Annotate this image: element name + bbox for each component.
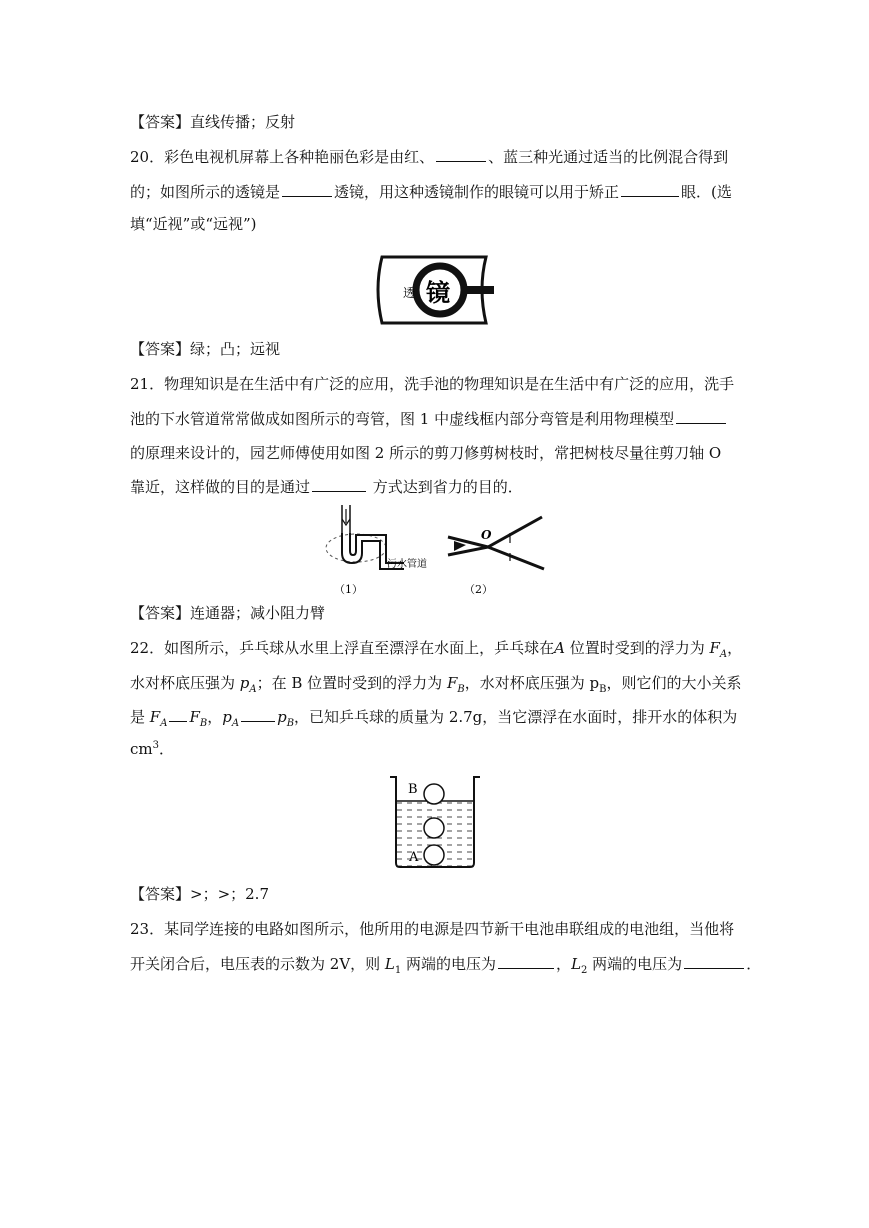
answer-21: 【答案】连通器；减小阻力臂 <box>130 604 326 622</box>
text: 开关闭合后，电压表的示数为 2V，则 <box>130 955 385 973</box>
question-22-line-4 <box>130 739 174 759</box>
lens-figure <box>374 253 500 327</box>
text: A <box>160 718 168 729</box>
text: L <box>384 955 395 973</box>
answer-20: 【答案】绿；凸；远视 <box>130 340 281 358</box>
small-character: 透 <box>403 286 416 300</box>
text: ． <box>159 740 175 758</box>
text: F <box>446 674 458 692</box>
question-21-line-1: 21．物理知识是在生活中有广泛的应用，洗手池的物理知识是在生活中有广泛的应用，洗手 <box>130 375 735 393</box>
question-20-line-1 <box>130 147 728 167</box>
text: p <box>239 674 250 692</box>
question-21-line-3: 的原理来设计的，园艺师傅使用如图 2 所示的剪刀修剪树枝时，常把树枝尽量往剪刀轴 O <box>130 444 722 462</box>
scissors-diagram <box>448 517 544 596</box>
position-b-label: B <box>408 782 418 797</box>
text: 的；如图所示的透镜是 <box>130 183 281 201</box>
answer-blank <box>241 707 275 722</box>
text: p <box>222 708 232 726</box>
text: 水对杯底压强为 <box>130 674 240 692</box>
answer-blank <box>684 954 744 969</box>
text: L <box>571 955 582 973</box>
text: 透镜，用这种透镜制作的眼镜可以用于矫正 <box>334 183 620 201</box>
text: ， <box>727 639 743 657</box>
answer-19: 【答案】直线传播；反射 <box>130 113 296 131</box>
beaker-figure <box>386 771 484 873</box>
answer-blank <box>282 182 332 197</box>
text: 、蓝三种光通过适当的比例混合得到 <box>488 148 729 166</box>
text: A <box>231 718 240 729</box>
text: 22．如图所示，乒乓球从水里上浮直至漂浮在水面上，乒乓球在 <box>130 639 555 657</box>
text: ，则它们的大小关系 <box>606 674 742 692</box>
figure-1-caption: （1） <box>334 583 363 596</box>
text: cm <box>130 740 153 758</box>
question-22-line-2 <box>130 673 742 693</box>
text: 是 <box>130 708 150 726</box>
text: 方式达到省力的目的． <box>368 478 523 496</box>
text: 两端的电压为 <box>401 955 497 973</box>
text: ，水对杯底压强为 p <box>464 674 600 692</box>
text: 位置时受到的浮力为 <box>564 639 710 657</box>
answer-blank <box>676 409 726 424</box>
question-23-line-1: 23．某同学连接的电路如图所示，他所用的电源是四节新干电池串联组成的电池组，当他将 <box>130 920 735 938</box>
question-23-line-2 <box>130 954 761 974</box>
text: ，已知乒乓球的质量为 2.7g，当它漂浮在水面时，排开水的体积为 <box>294 708 738 726</box>
text: 靠近，这样做的目的是通过 <box>130 478 311 496</box>
drain-pipe-diagram <box>326 505 427 596</box>
question-22-line-3 <box>130 707 737 727</box>
text: F <box>149 708 161 726</box>
text: 1 <box>394 965 402 976</box>
question-20-line-3: 填“近视”或“远视”) <box>130 215 257 233</box>
question-21-line-2 <box>130 409 728 429</box>
text: p <box>277 708 287 726</box>
answer-blank <box>621 182 679 197</box>
text: 两端的电压为 <box>587 955 683 973</box>
pivot-o-label: O <box>481 528 492 542</box>
question-20-line-2 <box>130 182 732 202</box>
text: F <box>709 639 720 657</box>
text: 眼．(选 <box>681 183 732 201</box>
text: B <box>599 684 607 695</box>
text: 2 <box>581 965 588 976</box>
position-a-label: A <box>409 850 419 865</box>
text: F <box>189 708 200 726</box>
drain-label: 污水管道 <box>387 559 427 570</box>
answer-blank <box>169 707 187 722</box>
text: ， <box>207 708 223 726</box>
drain-and-scissors-figure <box>316 503 550 599</box>
magnified-character: 镜 <box>426 278 450 307</box>
text: 20．彩色电视机屏幕上各种艳丽色彩是由红、 <box>130 148 435 166</box>
text: 池的下水管道常常做成如图所示的弯管，图 1 中虚线框内部分弯管是利用物理模型 <box>130 410 675 428</box>
text: A <box>554 639 565 657</box>
text: ． <box>746 955 762 973</box>
answer-blank <box>436 147 486 162</box>
text: A <box>719 649 728 660</box>
answer-22: 【答案】>；>；2.7 <box>130 885 269 903</box>
text: ， <box>556 955 572 973</box>
text: B <box>199 718 208 729</box>
text: 3 <box>152 740 159 751</box>
answer-blank <box>498 954 554 969</box>
answer-blank <box>312 477 366 492</box>
text: B <box>286 718 295 729</box>
figure-2-caption: （2） <box>464 583 493 596</box>
question-21-line-4 <box>130 477 523 497</box>
text: ；在 B 位置时受到的浮力为 <box>256 674 447 692</box>
text: B <box>457 684 465 695</box>
question-22-line-1 <box>130 638 742 658</box>
text: A <box>249 684 257 695</box>
